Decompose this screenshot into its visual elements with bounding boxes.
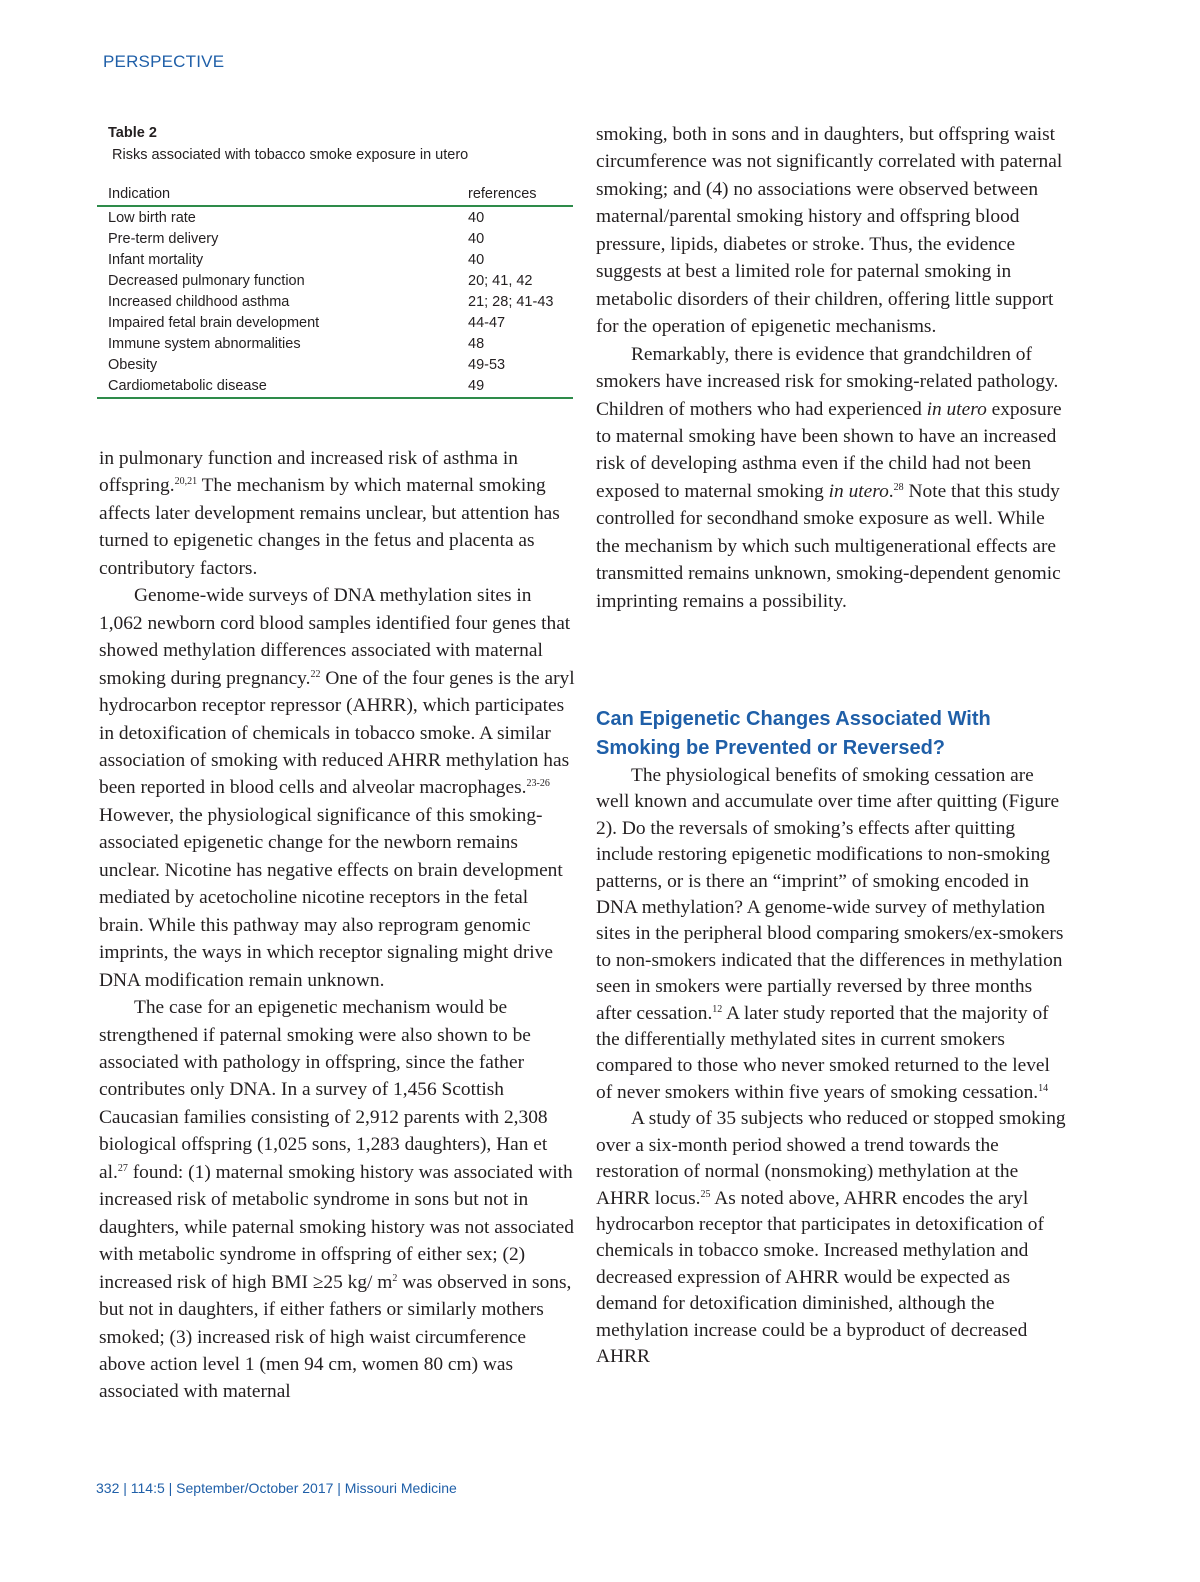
citation: 28: [893, 481, 904, 493]
text-run: exposure to maternal smoking have been shown to have an increased risk of developing asthma even if the child had not been exposed to maternal smoking: [596, 398, 1062, 502]
table-cell-indication: Immune system abnormalities: [108, 336, 301, 352]
text-run: The physiological benefits of smoking cessation are well known and accumulate over time after quitting (Figure 2). Do the reversals of smoking’s effects after quitting include restoring epigenetic modifications to non-smoking patterns, or is there an “imprint” of smoking encoded in DNA methylation? A genome-wide survey of methylation sites in the peripheral blood comparing smokers/ex-smokers to non-smokers indicated that the differences in methylation seen in smokers were partially reversed by three months after cessation.: [596, 765, 1064, 1024]
table-cell-indication: Increased childhood asthma: [108, 294, 290, 310]
risk-table-block: [97, 124, 573, 399]
table-row: [97, 292, 573, 313]
text-run: The case for an epigenetic mechanism would be strengthened if paternal smoking were also shown to be associated with pathology in offspring, since the father contributes only DNA. In a survey of 1,456 Scottish Caucasian families consisting of 2,912 parents with 2,308 biological offspring (1,025 sons, 1,283 daughters), Han et al.: [99, 997, 548, 1183]
text-run: .: [888, 480, 894, 502]
superscript: 2: [392, 1272, 398, 1284]
table-cell-references: 49: [468, 378, 485, 394]
table-cell-references: 40: [468, 210, 485, 226]
table-cell-references: 21; 28; 41-43: [468, 294, 554, 310]
text-run: The mechanism by which maternal smoking affects later development remains unclear, but attention has turned to epigenetic changes in the fetus and placenta as contributory factors.: [99, 475, 560, 579]
text-run: Remarkably, there is evidence that grandchildren of smokers have increased risk for smoking-related pathology. Children of mothers who had experienced: [596, 343, 1059, 420]
table-cell-indication: Pre-term delivery: [108, 231, 219, 247]
table-cell-references: 40: [468, 231, 485, 247]
table-cell-references: 40: [468, 252, 485, 268]
text-run: One of the four genes is the aryl hydrocarbon receptor repressor (AHRR), which participates in detoxification of chemicals in tobacco smoke. A similar association of smoking with reduced AHRR methylation has been reported in blood cells and alveolar macrophages.: [99, 667, 575, 799]
table-caption: Risks associated with tobacco smoke exposure in utero: [112, 147, 469, 163]
citation: 25: [700, 1188, 711, 1200]
paragraph: [596, 763, 1066, 1106]
table-row: [97, 355, 573, 376]
paragraph: [99, 582, 575, 994]
table-cell-references: 44-47: [468, 315, 506, 331]
paragraph: [596, 341, 1066, 616]
table-row: [97, 206, 573, 229]
table-cell-indication: Cardiometabolic disease: [108, 378, 267, 394]
paragraph: [99, 445, 575, 582]
table-row: [97, 313, 573, 334]
citation: 12: [712, 1003, 723, 1015]
text-run: Genome-wide surveys of DNA methylation sites in 1,062 newborn cord blood samples identified four genes that showed methylation differences associated with maternal smoking during pregnancy.: [99, 585, 571, 689]
right-column-bottom: [596, 763, 1066, 1370]
text-run: was observed in sons, but not in daughters, if either fathers or similarly mothers smoked; (3) increased risk of high waist circumference above action level 1 (men 94 cm, women 80 cm) was associated with maternal: [99, 1271, 572, 1403]
table-cell-indication: Low birth rate: [108, 210, 196, 226]
table-cell-references: 49-53: [468, 357, 506, 373]
citation: 22: [310, 668, 321, 680]
text-run: Note that this study controlled for secondhand smoke exposure as well. While the mechanism by which such multigenerational effects are transmitted remains unknown, smoking-dependent genomic imprinting remains a possibility.: [596, 480, 1061, 612]
section-label: PERSPECTIVE: [103, 52, 225, 71]
table-row: [97, 271, 573, 292]
table-row: [97, 334, 573, 355]
table-title: Table 2: [108, 125, 157, 141]
paragraph: [99, 994, 575, 1406]
right-column-top: [596, 121, 1066, 615]
column-header-indication: Indication: [108, 186, 171, 202]
text-run: in pulmonary function and increased risk of asthma in offspring.: [99, 448, 518, 497]
table-cell-references: 48: [468, 336, 485, 352]
risk-table: [97, 184, 573, 399]
text-run: As noted above, AHRR encodes the aryl hydrocarbon receptor that participates in detoxification of chemicals in tobacco smoke. Increased methylation and decreased expression of AHRR would be expected as demand for detoxification diminished, although the methylation increase could be a byproduct of decreased AHRR: [596, 1187, 1044, 1367]
column-header-references: references: [468, 186, 537, 202]
citation: 23-26: [526, 778, 550, 790]
text-run: A later study reported that the majority of the differentially methylated sites in current smokers compared to those who never smoked returned to the level of never smokers within five years of smoking cessation.: [596, 1002, 1050, 1103]
table-header-row: [97, 184, 573, 206]
table-row: [97, 250, 573, 271]
italic-term: in utero: [926, 398, 987, 420]
paragraph: [596, 121, 1066, 341]
citation: 20,21: [174, 476, 198, 488]
citation: 14: [1038, 1082, 1049, 1094]
text-run: smoking, both in sons and in daughters, but offspring waist circumference was not significantly correlated with paternal smoking; and (4) no associations were observed between maternal/parental smoking history and offspring blood pressure, lipids, diabetes or stroke. Thus, the evidence suggests at best a limited role for paternal smoking in metabolic disorders of their children, offering little support for the operation of epigenetic mechanisms.: [596, 124, 1063, 338]
paragraph: [596, 1106, 1066, 1370]
table-cell-indication: Impaired fetal brain development: [108, 315, 320, 331]
citation: 27: [117, 1162, 128, 1174]
left-column: [99, 445, 575, 1406]
text-run: However, the physiological significance of this smoking-associated epigenetic change for the newborn remains unclear. Nicotine has negative effects on brain development mediated by acetocholine nicotine receptors in the fetal brain. While this pathway may also reprogram genomic imprints, the ways in which receptor signaling might drive DNA modification remain unknown.: [99, 804, 563, 991]
page-footer: 332 | 114:5 | September/October 2017 | Missouri Medicine: [96, 1480, 457, 1496]
table-cell-indication: Obesity: [108, 357, 158, 373]
section-heading: Can Epigenetic Changes Associated With Smoking be Prevented or Reversed?: [596, 708, 991, 759]
table-row: [97, 229, 573, 250]
italic-term: in utero: [828, 480, 889, 502]
table-row: [97, 376, 573, 398]
table-cell-indication: Decreased pulmonary function: [108, 273, 305, 289]
text-run: found: (1) maternal smoking history was associated with increased risk of metabolic syndrome in sons but not in daughters, while paternal smoking history was not associated with metabolic syndrome in offspring of either sex; (2) increased risk of high BMI ≥25 kg/ m: [99, 1161, 574, 1293]
text-run: A study of 35 subjects who reduced or stopped smoking over a six-month period showed a trend towards the restoration of normal (nonsmoking) methylation at the AHRR locus.: [596, 1108, 1066, 1209]
table-cell-references: 20; 41, 42: [468, 273, 533, 289]
table-cell-indication: Infant mortality: [108, 252, 204, 268]
